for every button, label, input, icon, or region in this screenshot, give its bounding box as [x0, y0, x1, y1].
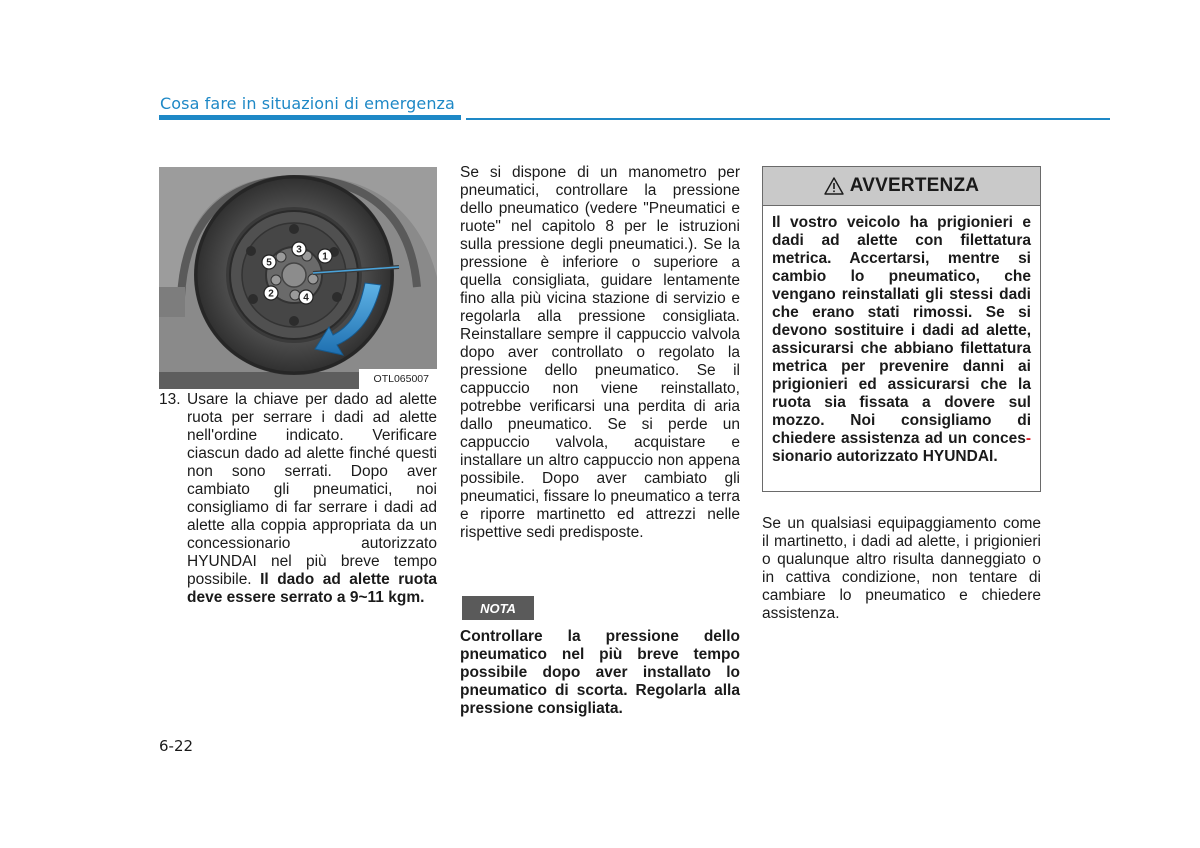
marker-5: 5: [266, 257, 272, 269]
step-13: [159, 391, 437, 607]
damaged-equipment-paragraph: Se un qualsiasi equipaggiamento come il martinetto, i dadi ad alette, i prigionieri o qualunque altro risulta danneggiato o in cattiva condizione, non tentare di cambiare lo pneumatico e chiedere assistenza.: [762, 515, 1041, 622]
wheel-photo: [159, 167, 437, 389]
marker-2: 2: [268, 288, 274, 300]
nota-badge: NOTA: [462, 596, 534, 620]
warning-text: Il vostro veicolo ha prigionieri e dadi ad alette con filettatura metrica. Accertarsi, mentre si cambio lo pneumatico, che vengano reinstallati gli stessi dadi che erano stati rimossi. Se si devono sostituire i dadi ad alette, assicurarsi che abbiano filettatura metrica per prevenire danni ai prigionieri ed assicurarsi che la ruota sia fissata a dovere sul mozzo. Noi consigliamo di chiedere assistenza ad un conces- sionario autorizzato HYUNDAI.: [772, 214, 1031, 465]
header-rule-thick: [159, 115, 461, 120]
warning-title: AVVERTENZA: [849, 175, 980, 196]
header-rule-thin: [466, 118, 1110, 120]
marker-3: 3: [296, 244, 302, 256]
nota-text: Controllare la pressione dello pneumatico nel più breve tempo possibile dopo aver installato lo pneumatico di scorta. Regolarla alla pressione consigliata.: [460, 628, 740, 717]
page-number: 6-22: [159, 737, 194, 755]
wheel-illustration: [159, 167, 437, 389]
section-title: Cosa fare in situazioni di emergenza: [160, 94, 455, 113]
step-text: Usare la chiave per dado ad alette ruota per serrare i dadi ad alette nell'ordine indicato. Verificare ciascun dado ad alette finché questi non sono serrati. Dopo aver cambiato gli pneumatici, noi consigliamo di far serrare i dadi ad alette alla coppia appropriata da un concessionario autorizzato HYUNDAI nel più breve tempo possibile.: [187, 391, 437, 588]
step-bold-text: Il dado ad alette ruota deve essere serrato a 9~11 kgm.: [187, 571, 437, 606]
figure-caption: OTL065007: [373, 373, 429, 385]
warning-box: [762, 166, 1041, 492]
warning-triangle-icon: [824, 177, 844, 195]
tire-pressure-paragraph: Se si dispone di un manometro per pneumatici, controllare la pressione dello pneumatico (vedere "Pneumatici e ruote" nel capitolo 8 per le istruzioni sulla pressione degli pneumatici.). Se la pressione è inferiore o superiore a quella consigliata, guidare lentamente fino alla più vicina stazione di servizio e regolarla alla pressione consigliata. Reinstallare sempre il cappuccio valvola dopo aver controllato o regolato la pressione dello pneumatico. Se il cappuccio non viene reinstallato, potrebbe verificarsi una perdita di aria dallo pneumatico. Se si perde un cappuccio valvola, acquistare e installare un altro cappuccio non appena possibile. Dopo aver cambiato gli pneumatici, fissare lo pneumatico a terra e riporre martinetto ed attrezzi nelle rispettive sedi predisposte.: [460, 164, 740, 541]
marker-4: 4: [303, 292, 309, 304]
step-number: 13.: [159, 391, 181, 408]
marker-1: 1: [322, 251, 328, 263]
warning-header: [763, 167, 1040, 206]
